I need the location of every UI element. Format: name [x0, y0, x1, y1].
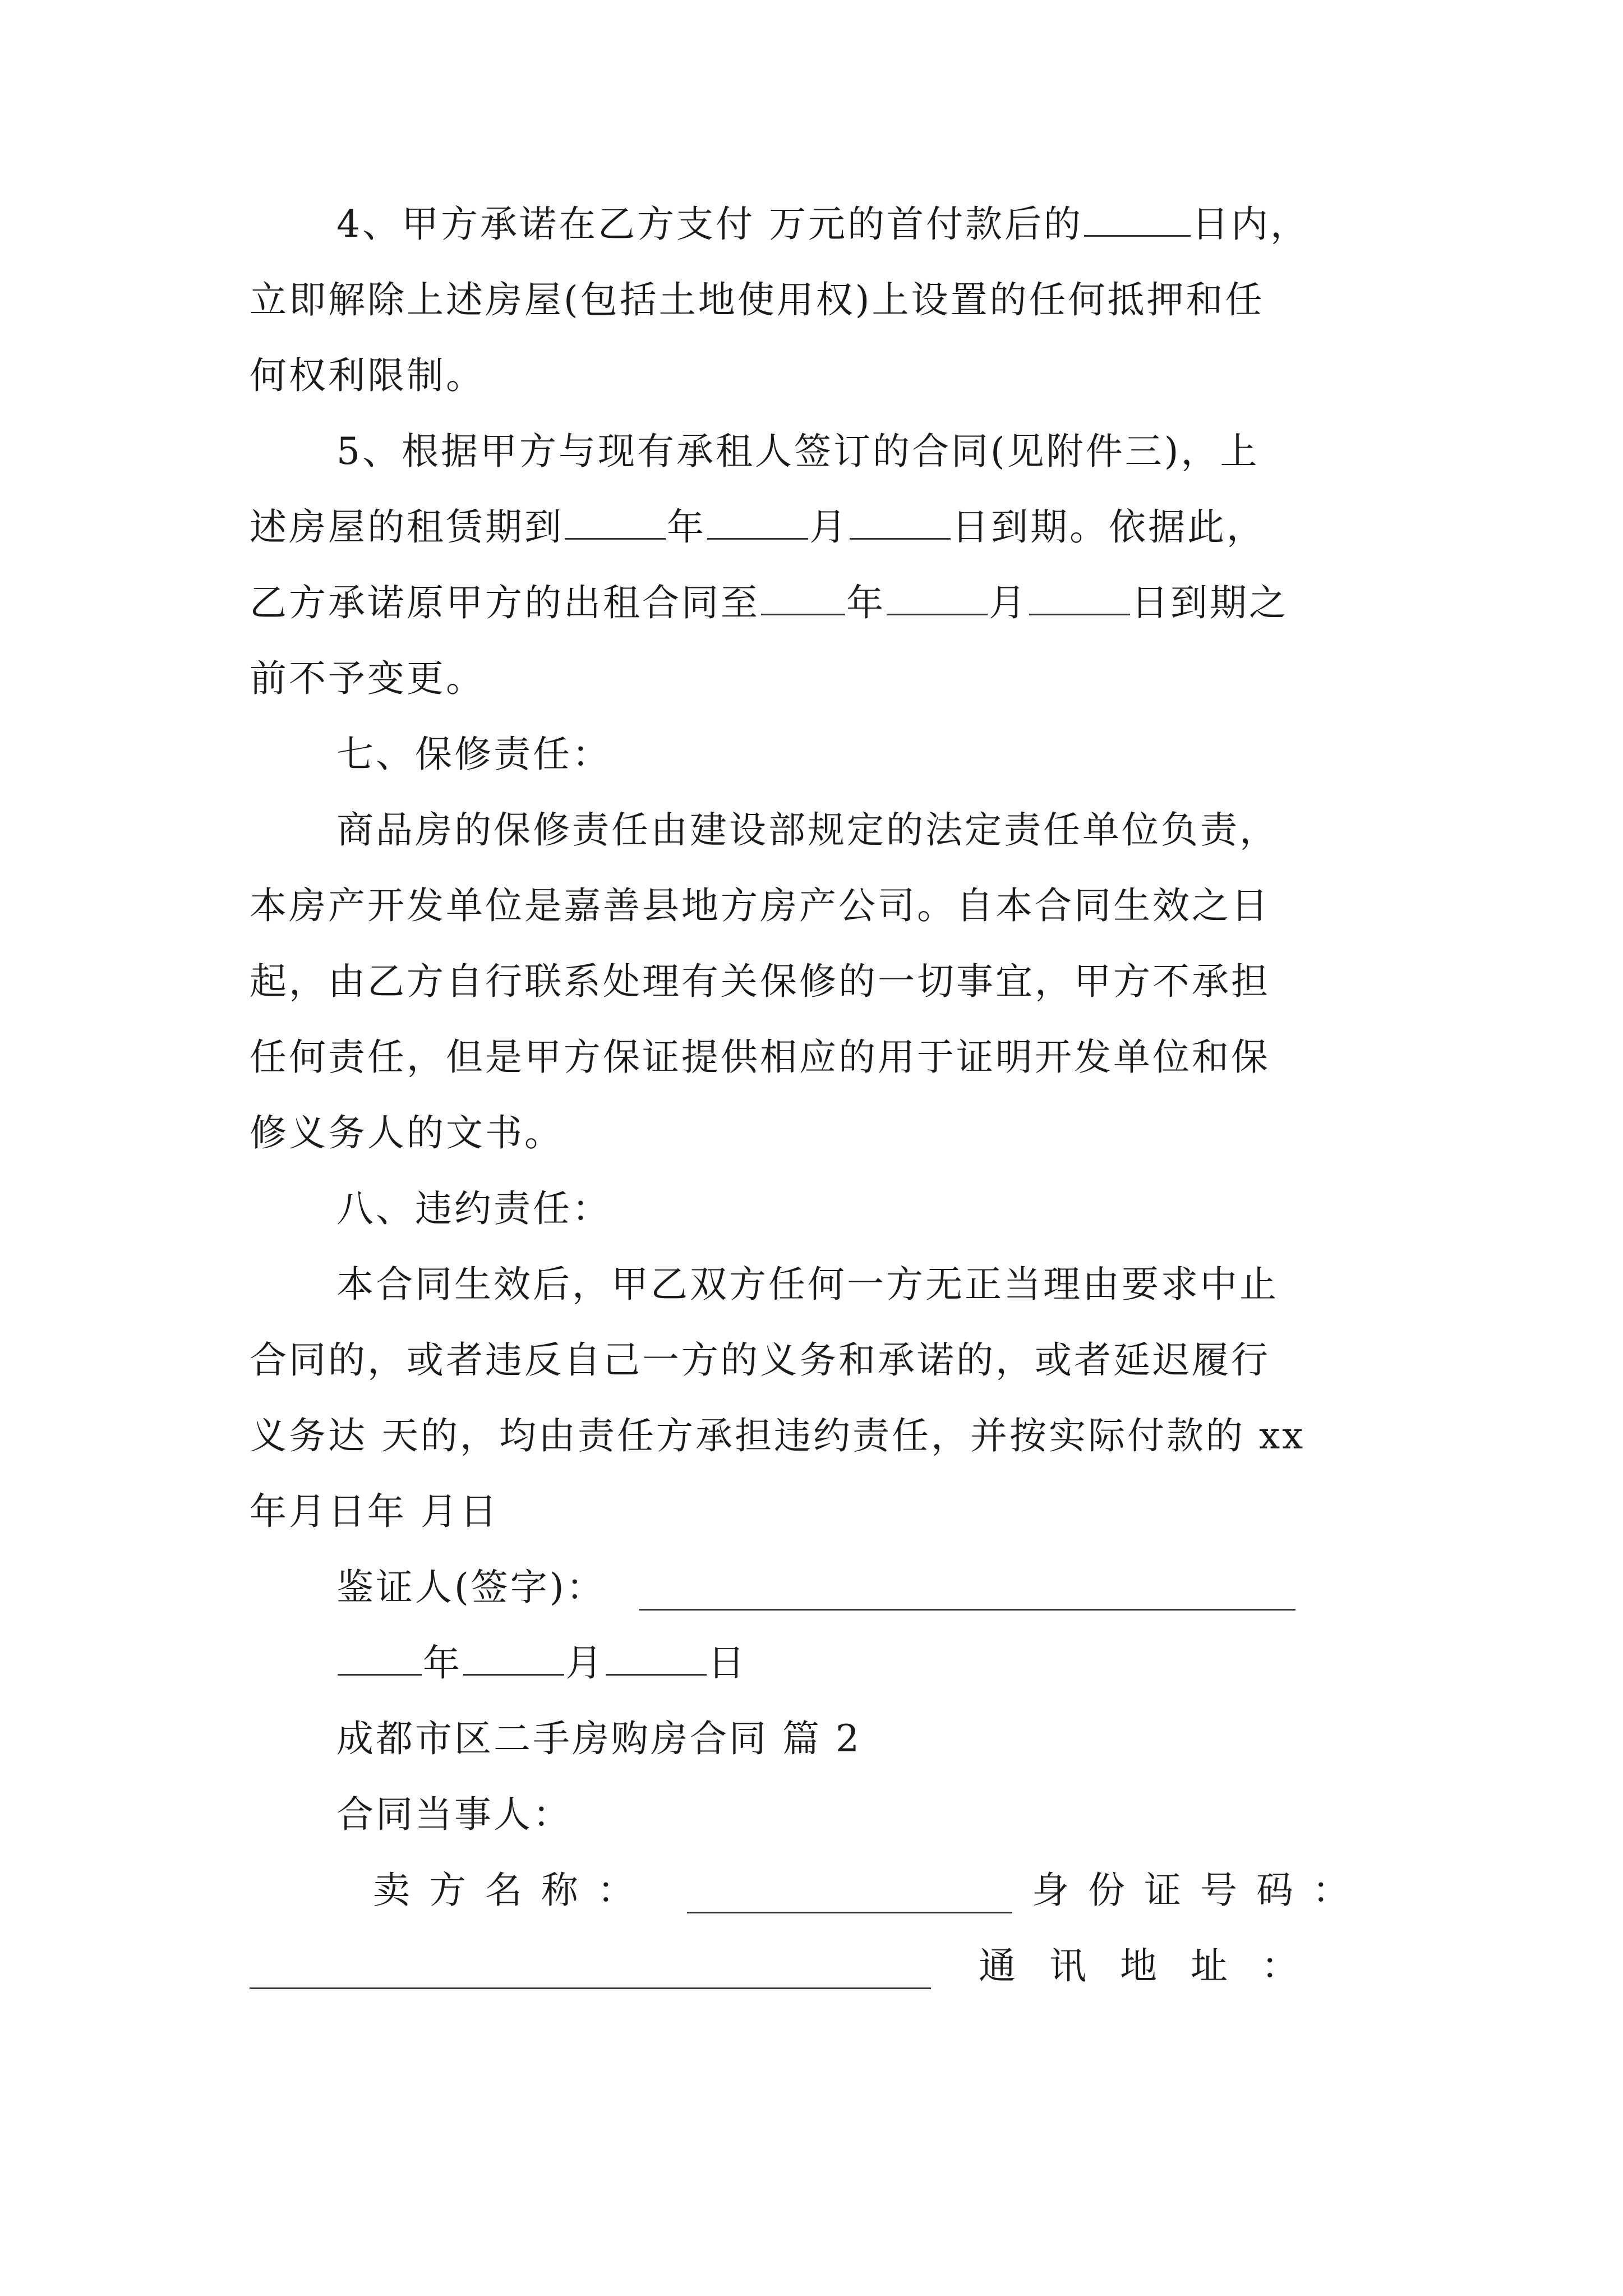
seller-id-label: 身份证号码：: [1032, 1869, 1368, 1912]
section-7-para-line-4: 任何责任，但是甲方保证提供相应的用于证明开发单位和保: [250, 1036, 1270, 1079]
blank-lease-year: [565, 503, 666, 540]
blank-contract-year: [761, 579, 845, 615]
blank-witness-day: [606, 1639, 707, 1676]
clause-4-line-1: 4、甲方承诺在乙方支付 万元的首付款后的 日内，: [336, 199, 1396, 250]
clause-5-line-4: 前不予变更。: [250, 657, 485, 700]
section-8-para-line-4: 年月日年 月日: [250, 1490, 499, 1533]
section-7-heading: 七、保修责任：: [336, 733, 611, 776]
seller-id-line: [250, 1987, 931, 1989]
section-7-para-line-5: 修义务人的文书。: [250, 1111, 564, 1154]
blank-lease-day: [850, 503, 951, 540]
blank-contract-month: [887, 579, 988, 615]
parties-heading: 合同当事人：: [336, 1793, 572, 1836]
clause-5-line-2: 述房屋的租赁期到 年 月 日到期。依据此，: [250, 502, 1394, 553]
seller-name-line: [687, 1912, 1012, 1913]
clause-5-line-1: 5、根据甲方与现有承租人签订的合同(见附件三)，上: [336, 430, 1260, 473]
blank-days-field: [1084, 200, 1191, 237]
seller-address-label: 通讯地址：: [979, 1944, 1332, 1987]
seller-name-label: 卖方名称：: [373, 1869, 653, 1912]
blank-witness-month: [463, 1639, 564, 1676]
witness-signature-line: [639, 1609, 1295, 1611]
contract-2-title: 成都市区二手房购房合同 篇 2: [336, 1717, 861, 1760]
clause-5-line-3: 乙方承诺原甲方的出租合同至 年 月 日到期之: [250, 578, 1394, 628]
section-7-para-line-1: 商品房的保修责任由建设部规定的法定责任单位负责，: [336, 808, 1279, 852]
witness-signature-label: 鉴证人(签字)：: [336, 1566, 606, 1609]
section-8-para-line-2: 合同的，或者违反自己一方的义务和承诺的，或者延迟履行: [250, 1338, 1270, 1382]
section-7-para-line-2: 本房产开发单位是嘉善县地方房产公司。自本合同生效之日: [250, 884, 1270, 927]
section-7-para-line-3: 起，由乙方自行联系处理有关保修的一切事宜，甲方不承担: [250, 960, 1270, 1003]
section-8-heading: 八、违约责任：: [336, 1187, 611, 1230]
witness-date-line: 年 月 日: [336, 1638, 1396, 1688]
section-8-para-line-1: 本合同生效后，甲乙双方任何一方无正当理由要求中止: [336, 1263, 1279, 1306]
section-8-para-line-3: 义务达 天的，均由责任方承担违约责任，并按实际付款的 xx: [250, 1414, 1306, 1457]
clause-4-line-3: 何权利限制。: [250, 354, 485, 397]
blank-witness-year: [338, 1639, 422, 1676]
blank-contract-day: [1029, 579, 1130, 615]
clause-4-line-2: 立即解除上述房屋(包括土地使用权)上设置的任何抵押和任: [250, 278, 1265, 321]
blank-lease-month: [707, 503, 808, 540]
